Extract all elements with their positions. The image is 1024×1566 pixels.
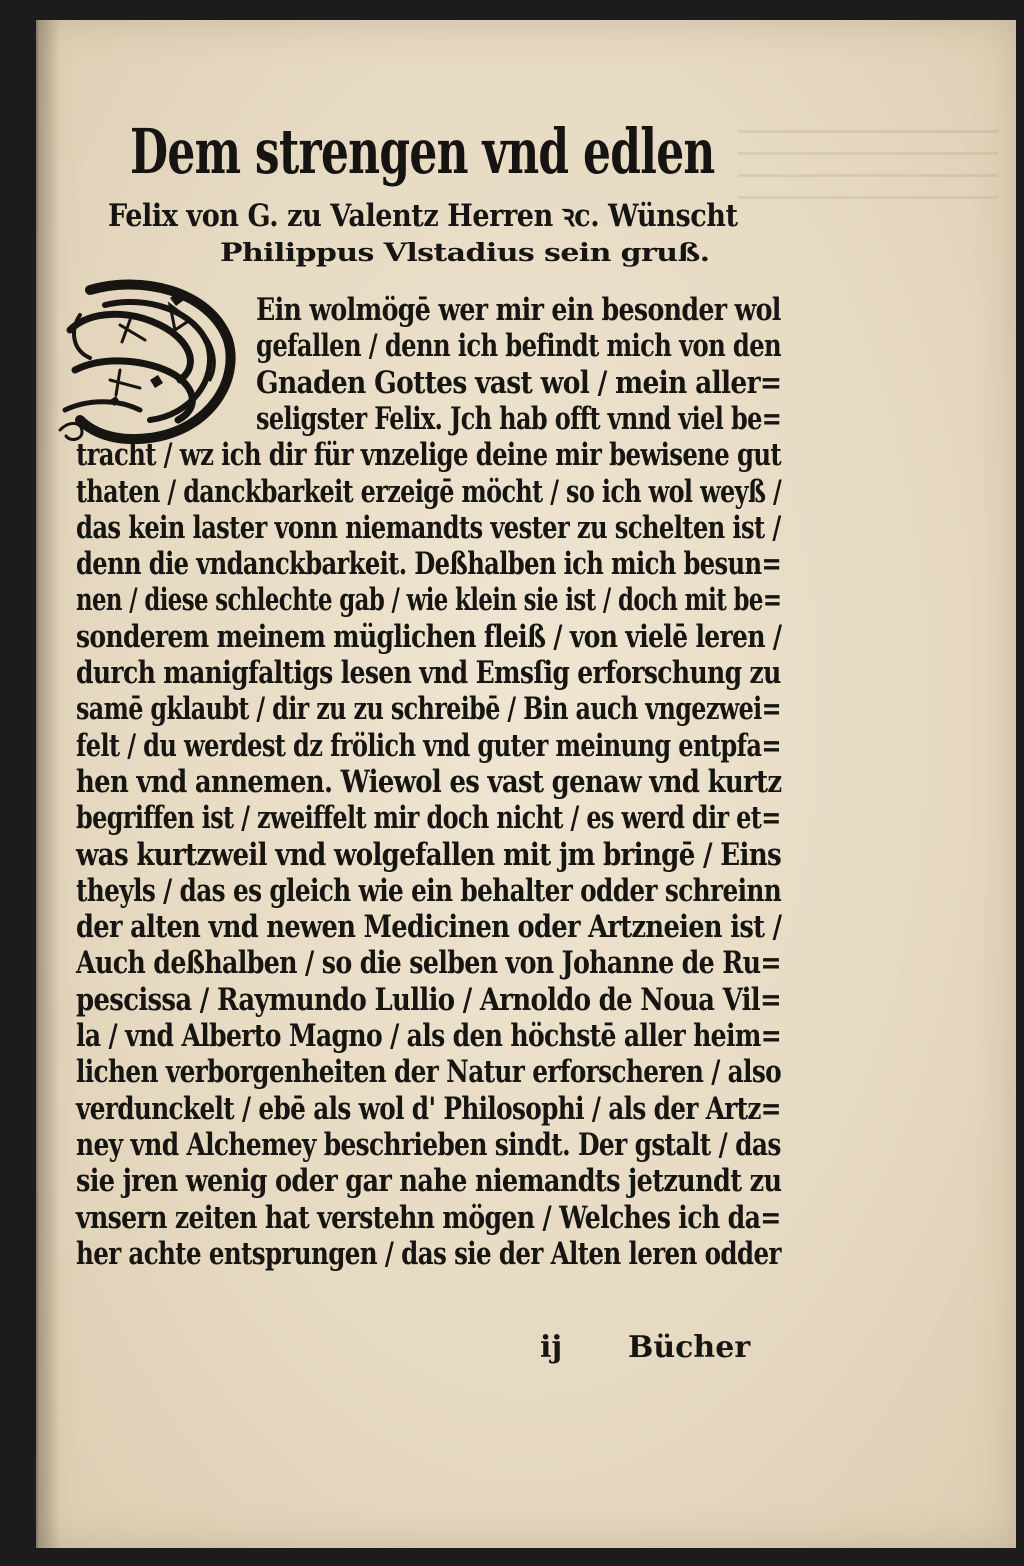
text-line: durch manigfaltigs lesen vnd Emsſig erforschung zu <box>76 655 781 691</box>
page-spine-shadow <box>38 20 60 1548</box>
decorated-initial-d-icon <box>50 270 240 450</box>
text-line: Ein wolmögē wer mir ein besonder wol <box>256 292 781 328</box>
text-line: samē gklaubt / dir zu zu schreibē / Bin auch vngezwei= <box>76 691 781 728</box>
text-line: sie jren wenig oder gar nahe niemandts jetzundt zu <box>76 1163 782 1200</box>
text-line: Auch deßhalben / so die selben von Johanne de Ru= <box>76 945 781 982</box>
text-line: ney vnd Alchemey beschrieben sindt. Der gstalt / das <box>76 1126 781 1163</box>
text-line: la / vnd Alberto Magno / als den höchstē aller heim= <box>76 1018 782 1054</box>
text-line: felt / du werdest dz frölich vnd guter meinung entpfa= <box>76 727 781 764</box>
text-line: seligster Felix. Jch hab offt vnnd viel be= <box>256 400 782 437</box>
text-line: nen / diese schlechte gab / wie klein sie ist / doch mit be= <box>76 582 782 619</box>
text-line: lichen verborgenheiten der Natur erforscheren / also <box>76 1054 782 1091</box>
text-line: thaten / danckbarkeit erzeigē möcht / so ich wol weyß / <box>76 473 782 510</box>
text-line: begriffen ist / zweiffelt mir doch nicht / es werd dir et= <box>76 800 781 837</box>
text-line: gefallen / denn ich befindt mich von den <box>256 328 782 365</box>
page-title: Dem strengen vnd edlen <box>130 115 715 188</box>
text-line: her achte entsprungen / das sie der Alten leren odder <box>76 1235 781 1272</box>
text-line: was kurtzweil vnd wolgefallen mit jm bringē / Eins <box>76 836 781 873</box>
text-line: tracht / wz ich dir für vnzelige deine mir bewisene gut <box>76 437 782 474</box>
text-line: der alten vnd newen Medicinen oder Artzneien ist / <box>76 909 782 946</box>
text-line: das kein laster vonn niemandts vester zu schelten ist / <box>76 509 781 546</box>
text-line: verdunckelt / ebē als wol d' Philosophi / als der Artz= <box>76 1090 781 1127</box>
text-line: Gnaden Gottes vast wol / mein aller= <box>256 364 782 401</box>
text-line: pescissa / Raymundo Lullio / Arnoldo de Noua Vil= <box>76 981 781 1018</box>
text-line: hen vnd annemen. Wiewol es vast genaw vnd kurtz <box>76 763 782 800</box>
text-line: vnsern zeiten hat verstehn mögen / Welches ich da= <box>76 1199 781 1236</box>
show-through-ink <box>738 130 998 210</box>
signature-mark: ij <box>540 1330 563 1365</box>
catchword: Bücher <box>628 1330 751 1365</box>
dedication-line-2: Philippus Vlstadius sein gruß. <box>220 238 710 267</box>
text-line: denn die vndanckbarkeit. Deßhalben ich mich besun= <box>76 546 782 583</box>
text-line: theyls / das es gleich wie ein behalter odder schreinn <box>76 872 782 909</box>
text-line: sonderem meinem müglichen fleiß / von vielē leren / <box>76 618 782 655</box>
dedication-line-1: Felix von G. zu Valentz Herren ꝛc. Wünscht <box>108 198 738 234</box>
